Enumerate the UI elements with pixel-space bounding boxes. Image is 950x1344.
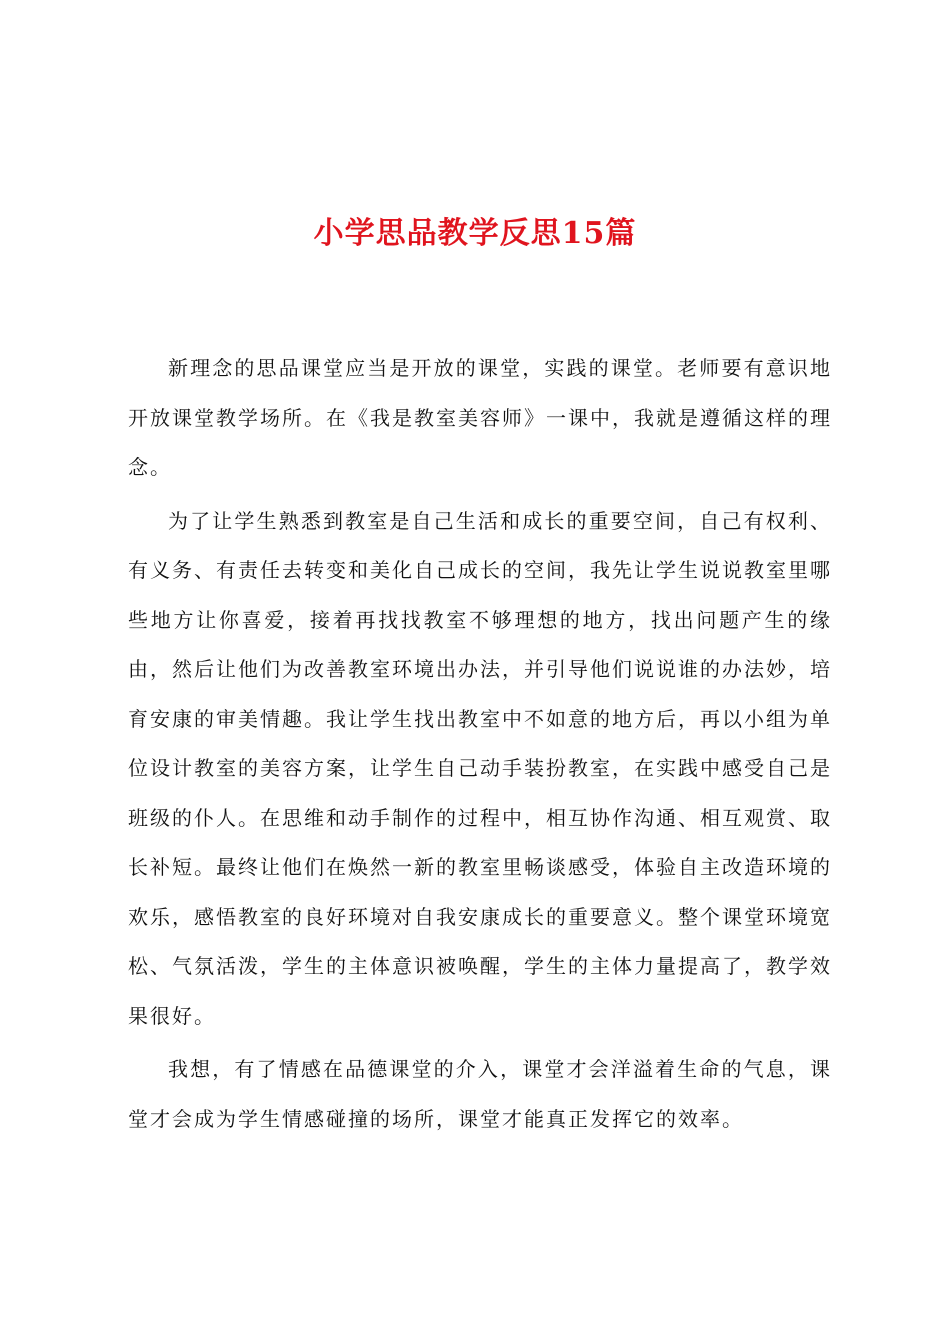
document-title: 小学思品教学反思15篇 [313, 216, 637, 251]
paragraph-3: 我想，有了情感在品德课堂的介入，课堂才会洋溢着生命的气息，课堂才会成为学生情感碰撞的场所，课堂才能真正发挥它的效率。 [128, 1057, 832, 1131]
document-body [128, 344, 832, 1148]
paragraph-2: 为了让学生熟悉到教室是自己生活和成长的重要空间，自己有权利、有义务、有责任去转变和美化自己成长的空间，我先让学生说说教室里哪些地方让你喜爱，接着再找找教室不够理想的地方，找出问题产生的缘由，然后让他们为改善教室环境出办法，并引导他们说说谁的办法妙，培育安康的审美情趣。我让学生找出教室中不如意的地方后，再以小组为单位设计教室的美容方案，让学生自己动手装扮教室，在实践中感受自己是班级的仆人。在思维和动手制作的过程中，相互协作沟通、相互观赏、取长补短。最终让他们在焕然一新的教室里畅谈感受，体验自主改造环境的欢乐，感悟教室的良好环境对自我安康成长的重要意义。整个课堂环境宽松、气氛活泼，学生的主体意识被唤醒，学生的主体力量提高了，教学效果很好。 [128, 508, 832, 1028]
paragraph-1: 新理念的思品课堂应当是开放的课堂，实践的课堂。老师要有意识地开放课堂教学场所。在《我是教室美容师》一课中，我就是遵循这样的理念。 [128, 356, 832, 479]
